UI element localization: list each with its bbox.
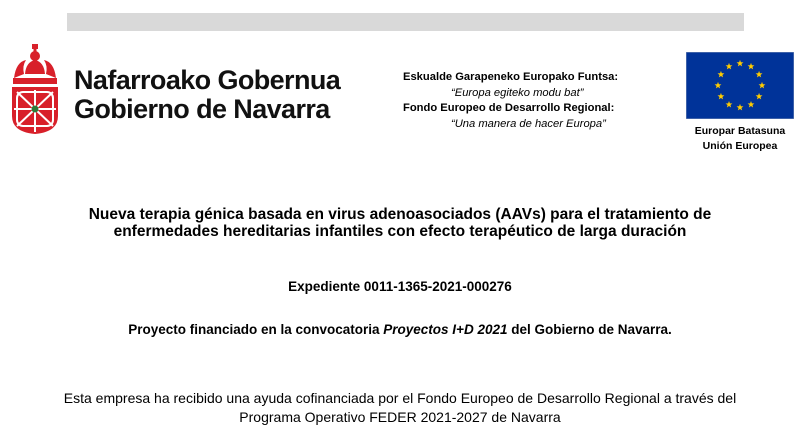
navarra-name-basque: Nafarroako Gobernua	[74, 65, 341, 95]
top-bar	[67, 13, 744, 31]
file-number: Expediente 0011-1365-2021-000276	[288, 279, 512, 294]
feder-name-spanish: Fondo Europeo de Desarrollo Regional:	[403, 102, 615, 114]
eu-label	[676, 124, 800, 154]
feder-block	[403, 70, 618, 132]
navarra-government-name	[74, 66, 340, 124]
funding-call-name: Proyectos I+D 2021	[383, 322, 508, 337]
eu-flag-icon	[686, 52, 794, 119]
feder-name-basque: Eskualde Garapeneko Europako Funtsa:	[403, 71, 619, 83]
erdf-cofinancing-statement: Esta empresa ha recibido una ayuda cofinanciada por el Fondo Europeo de Desarrollo Regional a través del Programa Operativo FEDER 2021-2027 de Navarra	[63, 390, 737, 425]
funding-prefix: Proyecto financiado en la convocatoria	[128, 322, 384, 337]
navarra-name-spanish: Gobierno de Navarra	[74, 94, 330, 124]
eu-label-spanish: Unión Europea	[702, 140, 778, 152]
feder-motto-spanish: “Una manera de hacer Europa”	[451, 117, 606, 130]
eu-label-basque: Europar Batasuna	[694, 125, 786, 137]
feder-motto-basque: “Europa egiteko modu bat”	[451, 86, 584, 99]
navarra-coat-of-arms-icon	[10, 44, 60, 134]
funding-statement	[100, 318, 700, 341]
project-title: Nueva terapia génica basada en virus adenoasociados (AAVs) para el tratamiento de enfermedades hereditarias infantiles con efecto terapéutico de larga duración	[88, 206, 712, 240]
funding-suffix: del Gobierno de Navarra.	[507, 322, 672, 337]
